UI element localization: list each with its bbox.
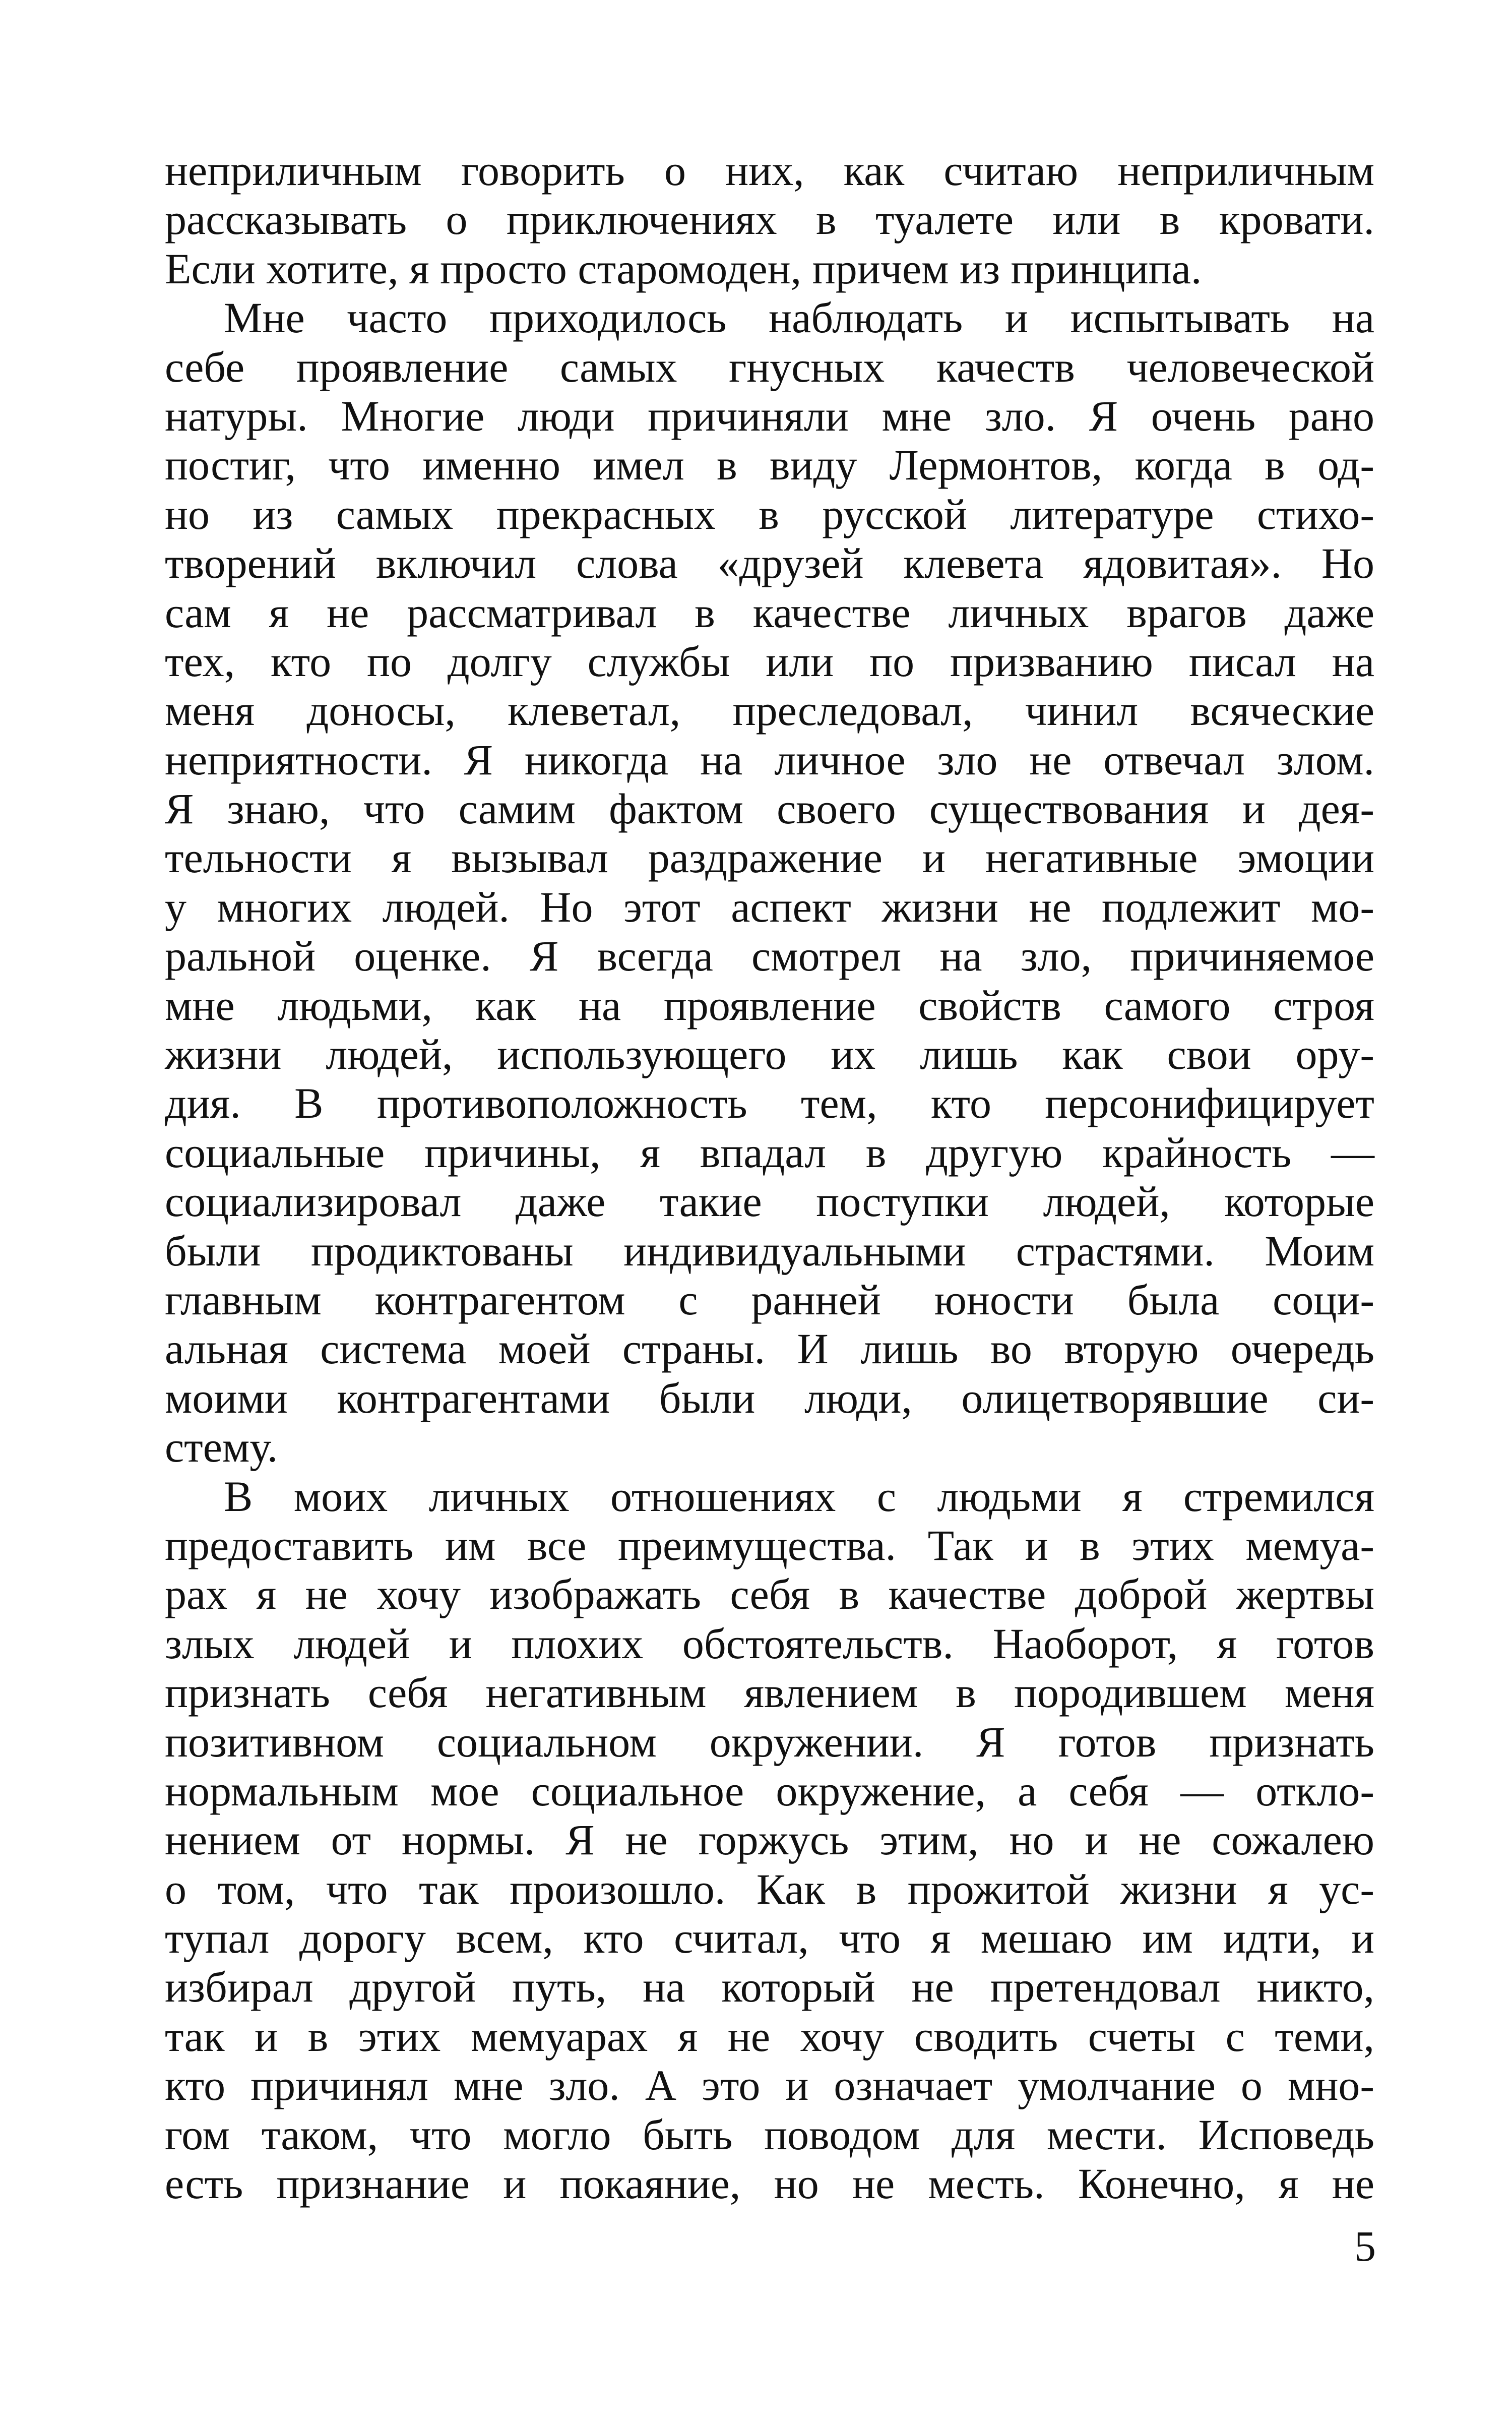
text-line: позитивном социальном окружении. Я готов признать <box>165 1717 1374 1766</box>
text-line: Если хотите, я просто старомоден, причем из принципа. <box>165 244 1202 293</box>
text-line: альная система моей страны. И лишь во вторую очередь <box>165 1324 1374 1373</box>
text-line: натуры. Многие люди причиняли мне зло. Я очень рано <box>165 391 1374 440</box>
text-line: неприличным говорить о них, как считаю неприличным <box>165 146 1374 195</box>
text-line: Мне часто приходилось наблюдать и испытывать на <box>224 293 1374 342</box>
text-line: постиг, что именно имел в виду Лермонтов, когда в од- <box>165 441 1374 490</box>
text-line: нением от нормы. Я не горжусь этим, но и не сожалею <box>165 1816 1374 1864</box>
text-line: социальные причины, я впадал в другую крайность — <box>165 1128 1374 1177</box>
text-line: себе проявление самых гнусных качеств человеческой <box>165 342 1374 391</box>
text-line: рах я не хочу изображать себя в качестве доброй жертвы <box>165 1570 1374 1619</box>
text-line: так и в этих мемуарах я не хочу сводить счеты с теми, <box>165 2012 1374 2061</box>
text-line: творений включил слова «друзей клевета ядовитая». Но <box>165 539 1374 588</box>
text-line: главным контрагентом с ранней юности была соци- <box>165 1275 1374 1324</box>
page-number: 5 <box>1354 2222 1376 2270</box>
text-line: у многих людей. Но этот аспект жизни не подлежит мо- <box>165 882 1374 931</box>
text-line: кто причинял мне зло. А это и означает умолчание о мно- <box>165 2061 1374 2110</box>
text-line: тех, кто по долгу службы или по призванию писал на <box>165 637 1374 686</box>
text-line: мне людьми, как на проявление свойств самого строя <box>165 981 1374 1030</box>
text-line: нормальным мое социальное окружение, а себя — откло- <box>165 1766 1374 1815</box>
text-line: Я знаю, что самим фактом своего существования и дея- <box>165 784 1374 833</box>
text-line: избирал другой путь, на который не претендовал никто, <box>165 1963 1374 2012</box>
text-line: дия. В противоположность тем, кто персонифицирует <box>165 1079 1374 1128</box>
text-line: моими контрагентами были люди, олицетворявшие си- <box>165 1373 1374 1422</box>
text-line: неприятности. Я никогда на личное зло не отвечал злом. <box>165 735 1374 784</box>
text-line: ральной оценке. Я всегда смотрел на зло, причиняемое <box>165 932 1374 981</box>
text-line: признать себя негативным явлением в породившем меня <box>165 1668 1374 1717</box>
text-line: меня доносы, клеветал, преследовал, чинил всяческие <box>165 686 1374 735</box>
text-line: социализировал даже такие поступки людей, которые <box>165 1177 1374 1226</box>
text-line: гом таком, что могло быть поводом для мести. Исповедь <box>165 2110 1374 2159</box>
text-line: стему. <box>165 1423 278 1472</box>
text-line: о том, что так произошло. Как в прожитой жизни я ус- <box>165 1864 1374 1913</box>
page-body <box>165 146 1374 2208</box>
text-line: В моих личных отношениях с людьми я стремился <box>224 1472 1374 1521</box>
text-line: были продиктованы индивидуальными страстями. Моим <box>165 1226 1374 1275</box>
text-line: но из самых прекрасных в русской литературе стихо- <box>165 490 1374 538</box>
text-line: рассказывать о приключениях в туалете или в кровати. <box>165 195 1374 244</box>
text-line: жизни людей, использующего их лишь как свои ору- <box>165 1030 1374 1079</box>
text-line: тупал дорогу всем, кто считал, что я мешаю им идти, и <box>165 1914 1374 1963</box>
text-line: тельности я вызывал раздражение и негативные эмоции <box>165 833 1374 882</box>
text-line: сам я не рассматривал в качестве личных врагов даже <box>165 588 1374 637</box>
text-line: предоставить им все преимущества. Так и в этих мемуа- <box>165 1521 1374 1569</box>
text-line: есть признание и покаяние, но не месть. Конечно, я не <box>165 2159 1374 2208</box>
text-line: злых людей и плохих обстоятельств. Наоборот, я готов <box>165 1619 1374 1668</box>
